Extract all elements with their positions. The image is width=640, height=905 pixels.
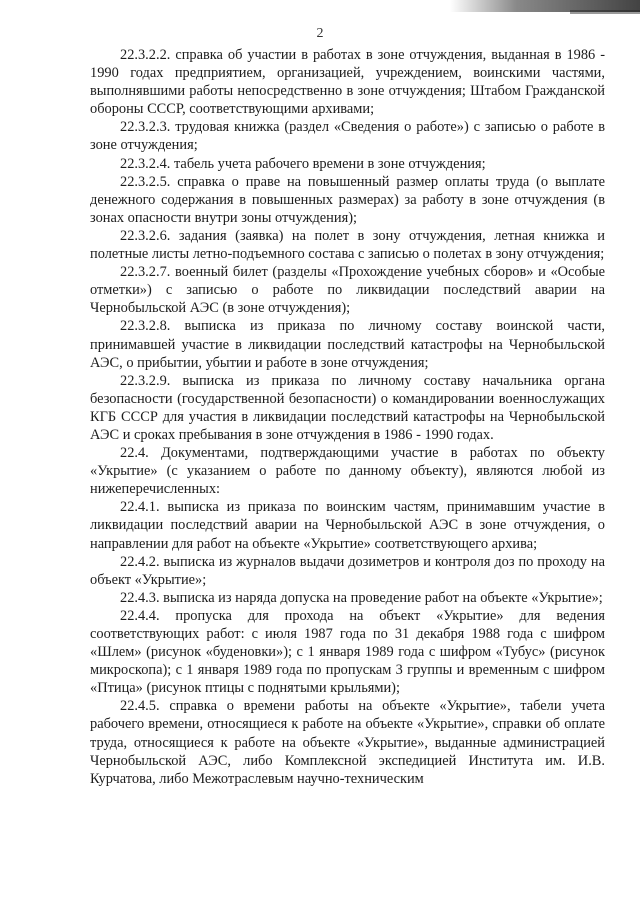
scan-artifact	[570, 10, 640, 14]
page-number: 2	[316, 26, 324, 41]
paragraph-22-4: 22.4. Документами, подтверждающими участие в работах по объекту «Укрытие» (с указанием о работе по данному объекту), являются любой из нижеперечисленных:	[90, 445, 605, 498]
paragraph-22-4-3: 22.4.3. выписка из наряда допуска на проведение работ на объекте «Укрытие»;	[120, 589, 603, 606]
paragraph-22-3-2-5: 22.3.2.5. справка о праве на повышенный размер оплаты труда (о выплате денежного содержания в повышенных размерах) за работу в зоне отчуждения (в зонах опасности внутри зоны отчуждения);	[90, 173, 605, 226]
paragraph-22-3-2-9: 22.3.2.9. выписка из приказа по личному составу начальника органа безопасности (государственной безопасности) о командировании военнослужащих КГБ СССР для участия в ликвидации последствий катастрофы на Чернобыльской АЭС и сроках пребывания в зоне отчуждения в 1986 - 1990 годах.	[90, 372, 605, 443]
document-body	[90, 46, 605, 788]
paragraph-22-3-2-3: 22.3.2.3. трудовая книжка (раздел «Сведения о работе») с записью о работе в зоне отчуждения;	[90, 119, 605, 154]
paragraph-22-4-2: 22.4.2. выписка из журналов выдачи дозиметров и контроля доз по проходу на объект «Укрытие»;	[90, 553, 605, 588]
paragraph-22-4-1: 22.4.1. выписка из приказа по воинским частям, принимавшим участие в ликвидации последствий аварии на Чернобыльской АЭС в зоне отчуждения, о направлении для работ на объекте «Укрытие» соответствующего архива;	[90, 499, 605, 552]
paragraph-22-3-2-7: 22.3.2.7. военный билет (разделы «Прохождение учебных сборов» и «Особые отметки») с записью о работе по ликвидации последствий аварии на Чернобыльской АЭС (в зоне отчуждения);	[90, 264, 605, 317]
paragraph-22-3-2-6: 22.3.2.6. задания (заявка) на полет в зону отчуждения, летная книжка и полетные листы летно-подъемного состава с записью о полетах в зону отчуждения;	[90, 227, 605, 263]
paragraph-22-3-2-2: 22.3.2.2. справка об участии в работах в зоне отчуждения, выданная в 1986 - 1990 годах предприятием, организацией, учреждением, воинскими частями, выполнявшими работы непосредственно в зоне отчуждения; Штабом Гражданской обороны СССР, соответствующими архивами;	[90, 47, 605, 118]
paragraph-22-3-2-4: 22.3.2.4. табель учета рабочего времени в зоне отчуждения;	[120, 155, 486, 172]
paragraph-22-4-4: 22.4.4. пропуска для прохода на объект «Укрытие» для ведения соответствующих работ: с июля 1987 года по 31 декабря 1988 года с шифром «Шлем» (рисунок «буденовки»); с 1 января 1989 года с шифром «Тубус» (рисунок микроскопа); с 1 января 1989 года по пропускам 3 группы и временным с шифром «Птица» (рисунок птицы с поднятыми крыльями);	[90, 607, 605, 697]
paragraph-22-3-2-8: 22.3.2.8. выписка из приказа по личному составу воинской части, принимавшей участие в ликвидации последствий катастрофы на Чернобыльской АЭС, о прибытии, убытии и работе в зоне отчуждения;	[90, 318, 605, 371]
paragraph-22-4-5: 22.4.5. справка о времени работы на объекте «Укрытие», табели учета рабочего времени, относящиеся к работе на объекте «Укрытие», справки об оплате труда, относящиеся к работе на объекте «Укрытие», выданные администрацией Чернобыльской АЭС, либо Комплексной экспедицией Института им. И.В. Курчатова, либо Межотраслевым научно-техническим	[90, 698, 605, 787]
